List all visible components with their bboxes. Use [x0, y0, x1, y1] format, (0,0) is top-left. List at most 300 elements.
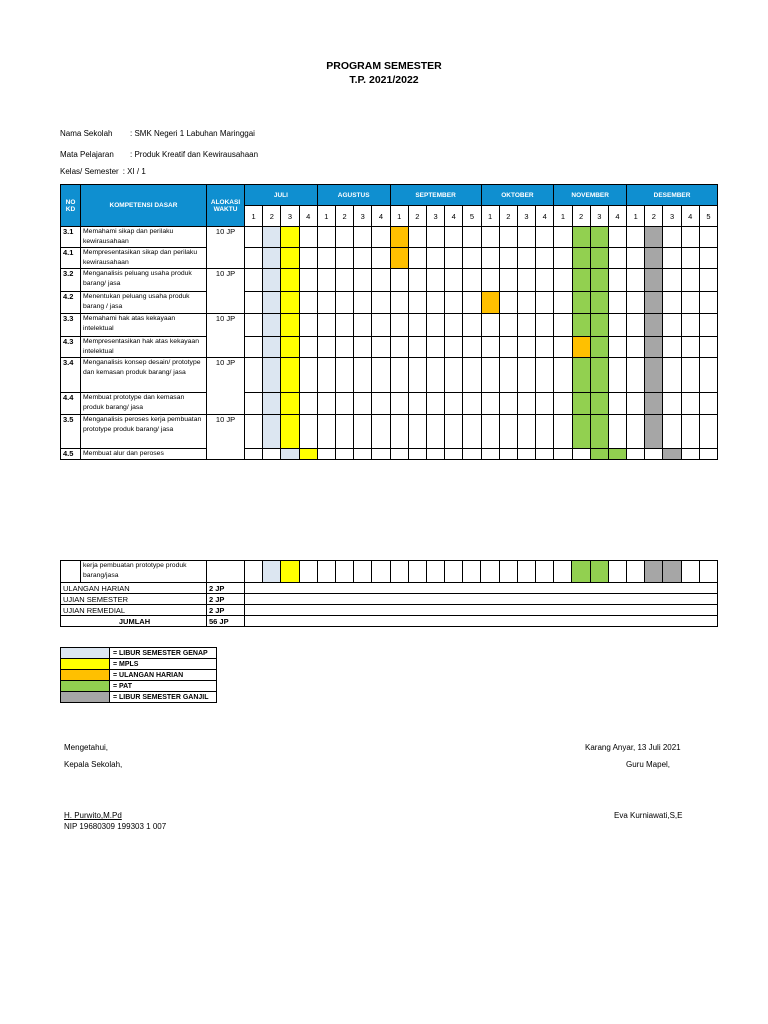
week-cell — [426, 292, 444, 314]
week-cell — [663, 561, 681, 583]
week-cell — [281, 449, 299, 460]
week-cell — [554, 269, 572, 292]
week-cell — [390, 393, 408, 415]
table-row — [61, 415, 718, 449]
week-cell — [590, 248, 608, 269]
week-cell — [245, 337, 263, 358]
header-week: 1 — [481, 206, 499, 227]
week-cell — [699, 227, 717, 248]
week-cell — [499, 337, 517, 358]
kd-alokasi: 10 JP — [207, 415, 245, 460]
week-cell — [426, 248, 444, 269]
header-month: JULI — [245, 185, 318, 206]
week-cell — [663, 292, 681, 314]
kd-number: 3.4 — [61, 358, 81, 393]
kd-alokasi: 10 JP — [207, 314, 245, 358]
week-cell — [608, 358, 626, 393]
kd-alokasi: 10 JP — [207, 358, 245, 415]
header-month: SEPTEMBER — [390, 185, 481, 206]
week-cell — [681, 358, 699, 393]
week-cell — [281, 227, 299, 248]
week-cell — [372, 292, 390, 314]
week-cell — [572, 269, 590, 292]
week-cell — [317, 292, 335, 314]
summary-label: UJIAN SEMESTER — [61, 594, 207, 605]
week-cell — [481, 337, 499, 358]
header-month: NOVEMBER — [554, 185, 627, 206]
week-cell — [663, 393, 681, 415]
legend-row — [61, 692, 217, 703]
week-cell — [408, 337, 426, 358]
week-cell — [627, 227, 645, 248]
week-cell — [408, 292, 426, 314]
week-cell — [263, 248, 281, 269]
week-cell — [354, 269, 372, 292]
week-cell — [681, 248, 699, 269]
week-cell — [517, 227, 535, 248]
week-cell — [608, 561, 626, 583]
week-cell — [408, 561, 426, 583]
schedule-table-continued — [60, 560, 718, 627]
week-cell — [663, 269, 681, 292]
legend-label: = MPLS — [110, 659, 217, 670]
week-cell — [317, 248, 335, 269]
legend-swatch — [61, 681, 110, 692]
week-cell — [372, 393, 390, 415]
week-cell — [335, 292, 353, 314]
kd-number: 4.2 — [61, 292, 81, 314]
week-cell — [245, 314, 263, 337]
week-cell — [499, 248, 517, 269]
header-week: 3 — [517, 206, 535, 227]
week-cell — [681, 561, 699, 583]
kd-description: Membuat prototype dan kemasan produk barang/ jasa — [81, 393, 207, 415]
week-cell — [299, 449, 317, 460]
week-cell — [335, 449, 353, 460]
header-week: 4 — [372, 206, 390, 227]
week-cell — [663, 314, 681, 337]
week-cell — [608, 337, 626, 358]
header-week: 4 — [445, 206, 463, 227]
week-cell — [354, 449, 372, 460]
week-cell — [408, 449, 426, 460]
kd-number: 4.5 — [61, 449, 81, 460]
week-cell — [354, 561, 372, 583]
week-cell — [245, 269, 263, 292]
week-cell — [481, 393, 499, 415]
week-cell — [299, 314, 317, 337]
week-cell — [536, 248, 554, 269]
week-cell — [245, 292, 263, 314]
week-cell — [390, 337, 408, 358]
week-cell — [699, 393, 717, 415]
header-week: 2 — [408, 206, 426, 227]
kd-description: Menganalisis peroses kerja pembuatan prototype produk barang/ jasa — [81, 415, 207, 449]
week-cell — [463, 393, 481, 415]
week-cell — [426, 337, 444, 358]
table-row — [61, 393, 718, 415]
header-week: 1 — [390, 206, 408, 227]
week-cell — [481, 561, 499, 583]
week-cell — [263, 415, 281, 449]
week-cell — [335, 248, 353, 269]
week-cell — [445, 393, 463, 415]
week-cell — [590, 561, 608, 583]
week-cell — [536, 358, 554, 393]
info-label: Kelas/ Semester — [60, 167, 119, 176]
week-cell — [390, 248, 408, 269]
week-cell — [517, 269, 535, 292]
summary-row — [61, 605, 718, 616]
week-cell — [645, 561, 663, 583]
summary-row — [61, 583, 718, 594]
week-cell — [354, 337, 372, 358]
week-cell — [299, 415, 317, 449]
week-cell — [663, 248, 681, 269]
legend-swatch — [61, 670, 110, 681]
kd-number: 3.2 — [61, 269, 81, 292]
week-cell — [426, 269, 444, 292]
week-cell — [281, 358, 299, 393]
legend-label: = LIBUR SEMESTER GENAP — [110, 648, 217, 659]
week-cell — [627, 393, 645, 415]
legend-label: = PAT — [110, 681, 217, 692]
week-cell — [645, 393, 663, 415]
week-cell — [445, 314, 463, 337]
week-cell — [554, 292, 572, 314]
week-cell — [681, 314, 699, 337]
week-cell — [335, 314, 353, 337]
week-cell — [299, 561, 317, 583]
week-cell — [663, 415, 681, 449]
kd-description: Membuat alur dan peroses — [81, 449, 207, 460]
week-cell — [463, 358, 481, 393]
week-cell — [372, 337, 390, 358]
week-cell — [663, 358, 681, 393]
week-cell — [445, 269, 463, 292]
week-cell — [390, 415, 408, 449]
kd-number: 4.4 — [61, 393, 81, 415]
summary-blank — [245, 616, 718, 627]
week-cell — [390, 314, 408, 337]
week-cell — [699, 314, 717, 337]
week-cell — [263, 292, 281, 314]
week-cell — [335, 269, 353, 292]
week-cell — [663, 449, 681, 460]
week-cell — [627, 358, 645, 393]
week-cell — [572, 248, 590, 269]
table-row — [61, 358, 718, 393]
week-cell — [536, 227, 554, 248]
week-cell — [699, 292, 717, 314]
header-week: 3 — [354, 206, 372, 227]
kd-alokasi — [207, 561, 245, 583]
kd-alokasi: 10 JP — [207, 227, 245, 269]
week-cell — [572, 449, 590, 460]
week-cell — [536, 449, 554, 460]
week-cell — [281, 561, 299, 583]
kd-description: Mempresentasikan sikap dan perilaku kewirausahaan — [81, 248, 207, 269]
week-cell — [463, 314, 481, 337]
week-cell — [426, 393, 444, 415]
legend-swatch — [61, 659, 110, 670]
week-cell — [408, 393, 426, 415]
week-cell — [354, 358, 372, 393]
sign-left-name: H. Purwito,M.Pd — [64, 811, 122, 820]
week-cell — [499, 358, 517, 393]
week-cell — [608, 269, 626, 292]
header-week: 1 — [245, 206, 263, 227]
week-cell — [390, 227, 408, 248]
week-cell — [536, 415, 554, 449]
week-cell — [590, 269, 608, 292]
week-cell — [335, 561, 353, 583]
week-cell — [408, 415, 426, 449]
week-cell — [445, 449, 463, 460]
week-cell — [372, 415, 390, 449]
week-cell — [608, 314, 626, 337]
kd-alokasi — [245, 449, 263, 460]
week-cell — [372, 314, 390, 337]
week-cell — [299, 393, 317, 415]
week-cell — [372, 269, 390, 292]
table-row — [61, 269, 718, 292]
kd-description: Menganalisis konsep desain/ prototype dan kemasan produk barang/ jasa — [81, 358, 207, 393]
table-row — [61, 292, 718, 314]
week-cell — [681, 227, 699, 248]
week-cell — [645, 449, 663, 460]
table-row — [61, 561, 718, 583]
week-cell — [335, 393, 353, 415]
week-cell — [463, 227, 481, 248]
week-cell — [317, 269, 335, 292]
week-cell — [281, 393, 299, 415]
info-value: : SMK Negeri 1 Labuhan Maringgai — [130, 129, 255, 138]
week-cell — [554, 227, 572, 248]
week-cell — [263, 393, 281, 415]
week-cell — [281, 269, 299, 292]
header-week: 4 — [536, 206, 554, 227]
week-cell — [663, 227, 681, 248]
week-cell — [426, 358, 444, 393]
week-cell — [372, 227, 390, 248]
sign-right-line2: Guru Mapel, — [626, 760, 671, 769]
week-cell — [554, 337, 572, 358]
header-week: 2 — [572, 206, 590, 227]
week-cell — [445, 292, 463, 314]
week-cell — [390, 292, 408, 314]
summary-blank — [245, 605, 718, 616]
kd-description: Menganalisis peluang usaha produk barang/ jasa — [81, 269, 207, 292]
week-cell — [481, 314, 499, 337]
week-cell — [608, 227, 626, 248]
week-cell — [481, 269, 499, 292]
week-cell — [481, 248, 499, 269]
kd-number: 4.3 — [61, 337, 81, 358]
week-cell — [317, 358, 335, 393]
week-cell — [245, 248, 263, 269]
summary-label: ULANGAN HARIAN — [61, 583, 207, 594]
week-cell — [681, 337, 699, 358]
header-month: AGUSTUS — [317, 185, 390, 206]
header-week: 2 — [645, 206, 663, 227]
kd-number: 3.5 — [61, 415, 81, 449]
header-week: 3 — [663, 206, 681, 227]
week-cell — [463, 561, 481, 583]
week-cell — [499, 393, 517, 415]
week-cell — [445, 561, 463, 583]
header-week: 2 — [263, 206, 281, 227]
week-cell — [445, 227, 463, 248]
week-cell — [645, 248, 663, 269]
table-row — [61, 248, 718, 269]
week-cell — [354, 227, 372, 248]
header-week: 4 — [299, 206, 317, 227]
week-cell — [572, 561, 590, 583]
week-cell — [317, 449, 335, 460]
week-cell — [627, 314, 645, 337]
table-row — [61, 314, 718, 337]
week-cell — [699, 561, 717, 583]
week-cell — [354, 393, 372, 415]
week-cell — [354, 415, 372, 449]
week-cell — [463, 337, 481, 358]
header-week: 5 — [463, 206, 481, 227]
summary-value: 2 JP — [207, 594, 245, 605]
week-cell — [627, 449, 645, 460]
summary-value: 2 JP — [207, 583, 245, 594]
week-cell — [299, 292, 317, 314]
week-cell — [572, 415, 590, 449]
header-month: DESEMBER — [627, 185, 718, 206]
week-cell — [281, 415, 299, 449]
week-cell — [517, 358, 535, 393]
summary-label: UJIAN REMEDIAL — [61, 605, 207, 616]
header-week: 1 — [554, 206, 572, 227]
week-cell — [699, 415, 717, 449]
sign-right-line1: Karang Anyar, 13 Juli 2021 — [585, 743, 681, 752]
week-cell — [481, 449, 499, 460]
week-cell — [536, 292, 554, 314]
week-cell — [463, 292, 481, 314]
week-cell — [572, 292, 590, 314]
summary-value: 56 JP — [207, 616, 245, 627]
week-cell — [317, 227, 335, 248]
week-cell — [390, 269, 408, 292]
week-cell — [426, 449, 444, 460]
week-cell — [663, 337, 681, 358]
week-cell — [317, 561, 335, 583]
week-cell — [426, 561, 444, 583]
page-subtitle: T.P. 2021/2022 — [349, 74, 419, 86]
week-cell — [335, 337, 353, 358]
week-cell — [499, 314, 517, 337]
week-cell — [408, 248, 426, 269]
week-cell — [408, 358, 426, 393]
week-cell — [554, 449, 572, 460]
week-cell — [372, 561, 390, 583]
sign-right-name: Eva Kurniawati,S,E — [614, 811, 683, 820]
header-week: 3 — [281, 206, 299, 227]
week-cell — [263, 314, 281, 337]
kd-description: Memahami hak atas kekayaan intelektual — [81, 314, 207, 337]
week-cell — [517, 415, 535, 449]
summary-row — [61, 594, 718, 605]
header-no-kd: NO KD — [61, 185, 81, 227]
week-cell — [354, 314, 372, 337]
week-cell — [626, 561, 644, 583]
week-cell — [354, 248, 372, 269]
week-cell — [608, 449, 626, 460]
week-cell — [645, 227, 663, 248]
week-cell — [681, 449, 699, 460]
week-cell — [681, 269, 699, 292]
legend-label: = LIBUR SEMESTER GANJIL — [110, 692, 217, 703]
week-cell — [699, 269, 717, 292]
week-cell — [645, 314, 663, 337]
week-cell — [608, 415, 626, 449]
week-cell — [299, 269, 317, 292]
week-cell — [317, 415, 335, 449]
week-cell — [554, 561, 572, 583]
week-cell — [390, 449, 408, 460]
week-cell — [554, 415, 572, 449]
week-cell — [481, 358, 499, 393]
week-cell — [245, 561, 263, 583]
kd-number: 3.1 — [61, 227, 81, 248]
week-cell — [481, 292, 499, 314]
week-cell — [608, 248, 626, 269]
week-cell — [281, 292, 299, 314]
week-cell — [517, 561, 535, 583]
week-cell — [517, 314, 535, 337]
kd-number: 3.3 — [61, 314, 81, 337]
header-week: 4 — [608, 206, 626, 227]
week-cell — [445, 337, 463, 358]
header-month: OKTOBER — [481, 185, 554, 206]
week-cell — [390, 561, 408, 583]
week-cell — [590, 227, 608, 248]
week-cell — [699, 248, 717, 269]
week-cell — [517, 248, 535, 269]
week-cell — [536, 314, 554, 337]
kd-description: Menentukan peluang usaha produk barang / jasa — [81, 292, 207, 314]
week-cell — [627, 269, 645, 292]
week-cell — [263, 337, 281, 358]
week-cell — [699, 337, 717, 358]
week-cell — [463, 449, 481, 460]
week-cell — [536, 393, 554, 415]
week-cell — [335, 358, 353, 393]
week-cell — [590, 337, 608, 358]
legend-table — [60, 647, 217, 703]
legend-row — [61, 670, 217, 681]
header-week: 2 — [499, 206, 517, 227]
week-cell — [590, 358, 608, 393]
legend-swatch — [61, 648, 110, 659]
header-kompetensi: KOMPETENSI DASAR — [81, 185, 207, 227]
header-week: 4 — [681, 206, 699, 227]
week-cell — [608, 393, 626, 415]
week-cell — [536, 269, 554, 292]
week-cell — [699, 449, 717, 460]
week-cell — [699, 358, 717, 393]
week-cell — [263, 227, 281, 248]
week-cell — [499, 449, 517, 460]
summary-value: 2 JP — [207, 605, 245, 616]
table-row — [61, 449, 718, 460]
summary-blank — [245, 594, 718, 605]
